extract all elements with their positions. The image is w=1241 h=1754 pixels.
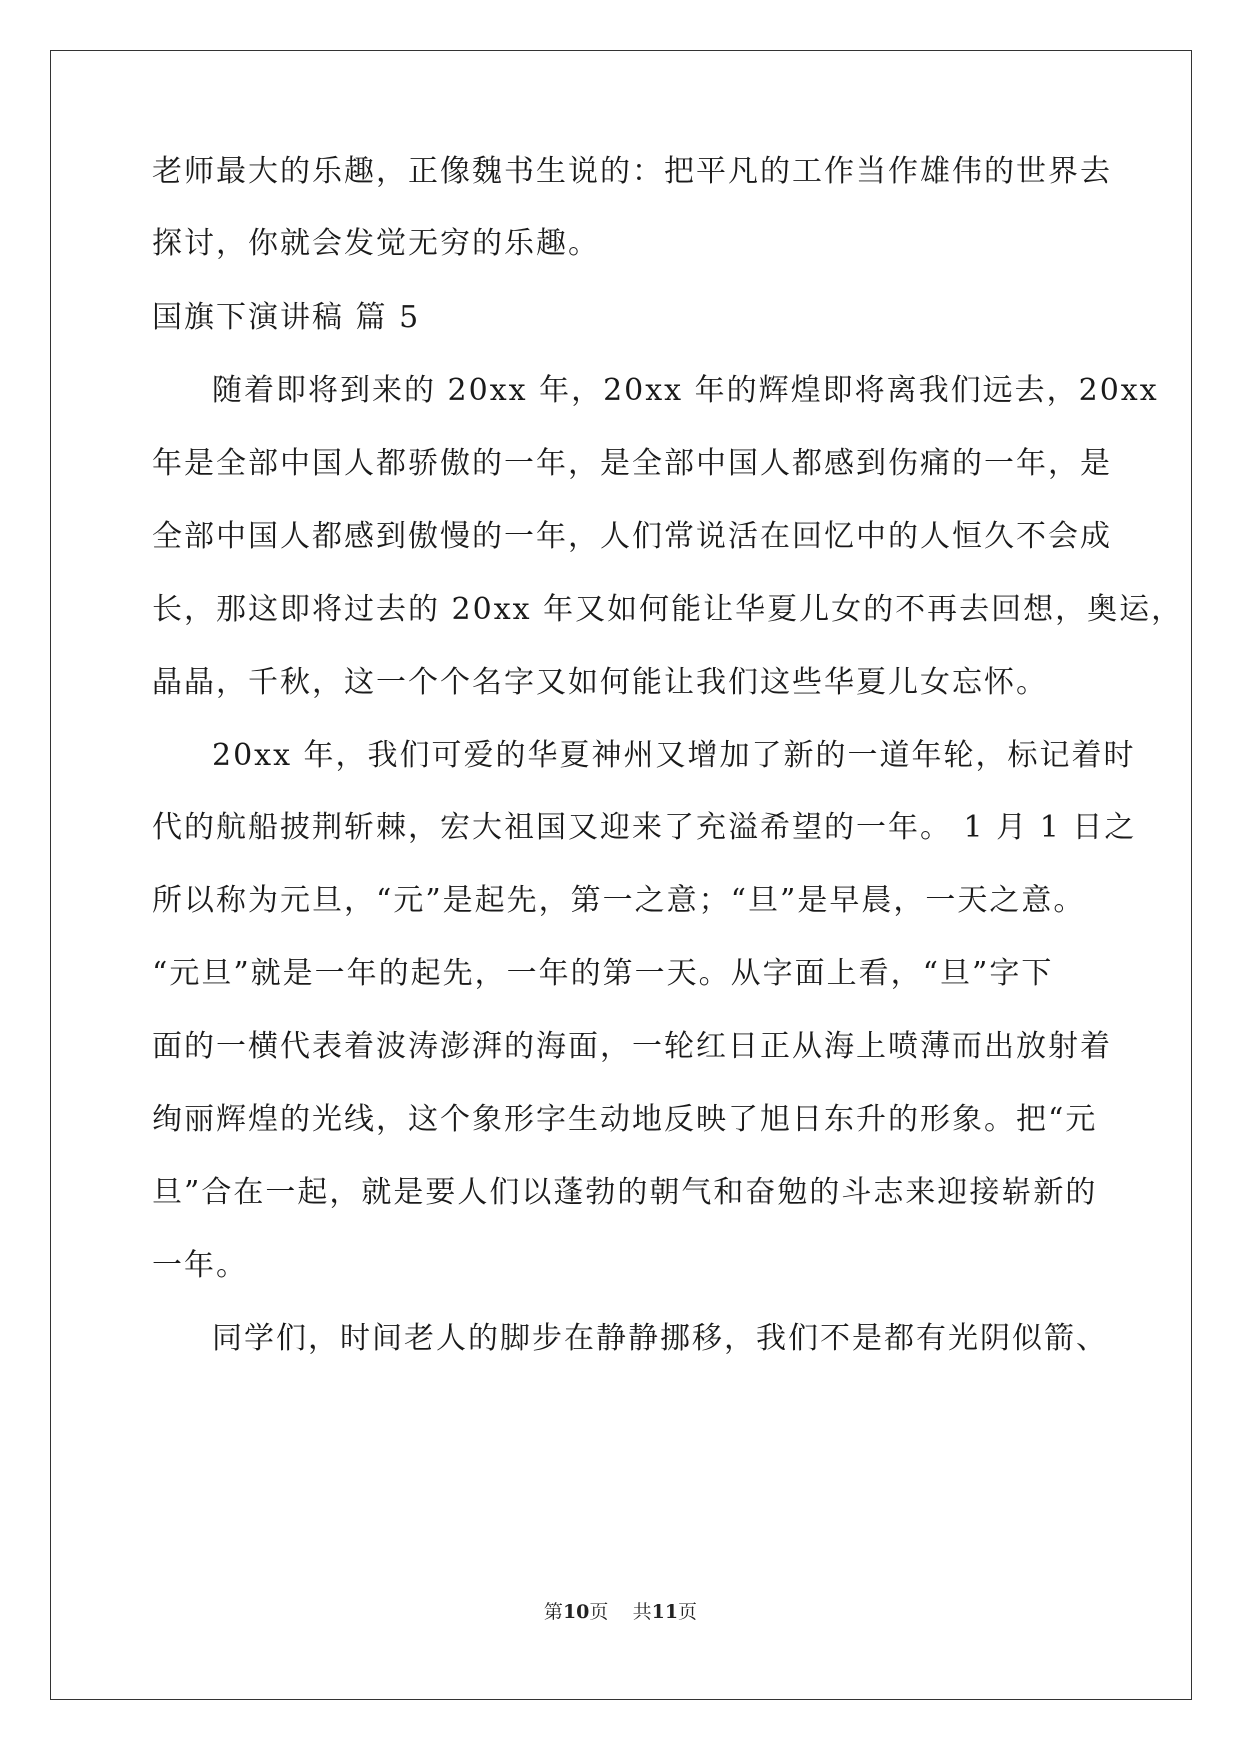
- text-line: 代的航船披荆斩棘，宏大祖国又迎来了充溢希望的一年。 1 月 1 日之: [152, 810, 1137, 845]
- text-line: 长，那这即将过去的 20xx 年又如何能让华夏儿女的不再去回想，奥运，: [152, 592, 1184, 627]
- text-line: 探讨，你就会发觉无穷的乐趣。: [152, 226, 600, 261]
- text-line: 随着即将到来的 20xx 年，20xx 年的辉煌即将离我们远去，20xx: [212, 373, 1159, 408]
- text-line: 所以称为元旦，“元”是起先，第一之意；“旦”是早晨，一天之意。: [152, 883, 1086, 918]
- text-line: 全部中国人都感到傲慢的一年，人们常说活在回忆中的人恒久不会成: [152, 519, 1112, 554]
- page-footer: [0, 1600, 1241, 1624]
- page-prefix: 第: [543, 1601, 563, 1623]
- current-page-number: 10: [562, 1601, 590, 1623]
- text-line: 面的一横代表着波涛澎湃的海面，一轮红日正从海上喷薄而出放射着: [152, 1029, 1112, 1064]
- text-line: 同学们，时间老人的脚步在静静挪移，我们不是都有光阴似箭、: [212, 1321, 1108, 1356]
- total-suffix: 页: [678, 1601, 698, 1623]
- section-heading: 国旗下演讲稿 篇 5: [152, 300, 421, 335]
- text-line: 晶晶，千秋，这一个个名字又如何能让我们这些华夏儿女忘怀。: [152, 665, 1048, 700]
- text-line: 老师最大的乐趣，正像魏书生说的：把平凡的工作当作雄伟的世界去: [152, 154, 1112, 189]
- page-suffix: 页: [589, 1601, 609, 1623]
- total-prefix: 共: [632, 1601, 652, 1623]
- text-line: 绚丽辉煌的光线，这个象形字生动地反映了旭日东升的形象。把“元: [152, 1102, 1098, 1137]
- text-line: 一年。: [152, 1248, 248, 1283]
- total-page-number: 11: [651, 1601, 679, 1623]
- text-line: 旦”合在一起，就是要人们以蓬勃的朝气和奋勉的斗志来迎接崭新的: [152, 1175, 1098, 1210]
- text-line: 20xx 年，我们可爱的华夏神州又增加了新的一道年轮，标记着时: [212, 738, 1136, 773]
- text-line: “元旦”就是一年的起先，一年的第一天。从字面上看，“旦”字下: [152, 956, 1054, 991]
- text-line: 年是全部中国人都骄傲的一年，是全部中国人都感到伤痛的一年，是: [152, 446, 1112, 481]
